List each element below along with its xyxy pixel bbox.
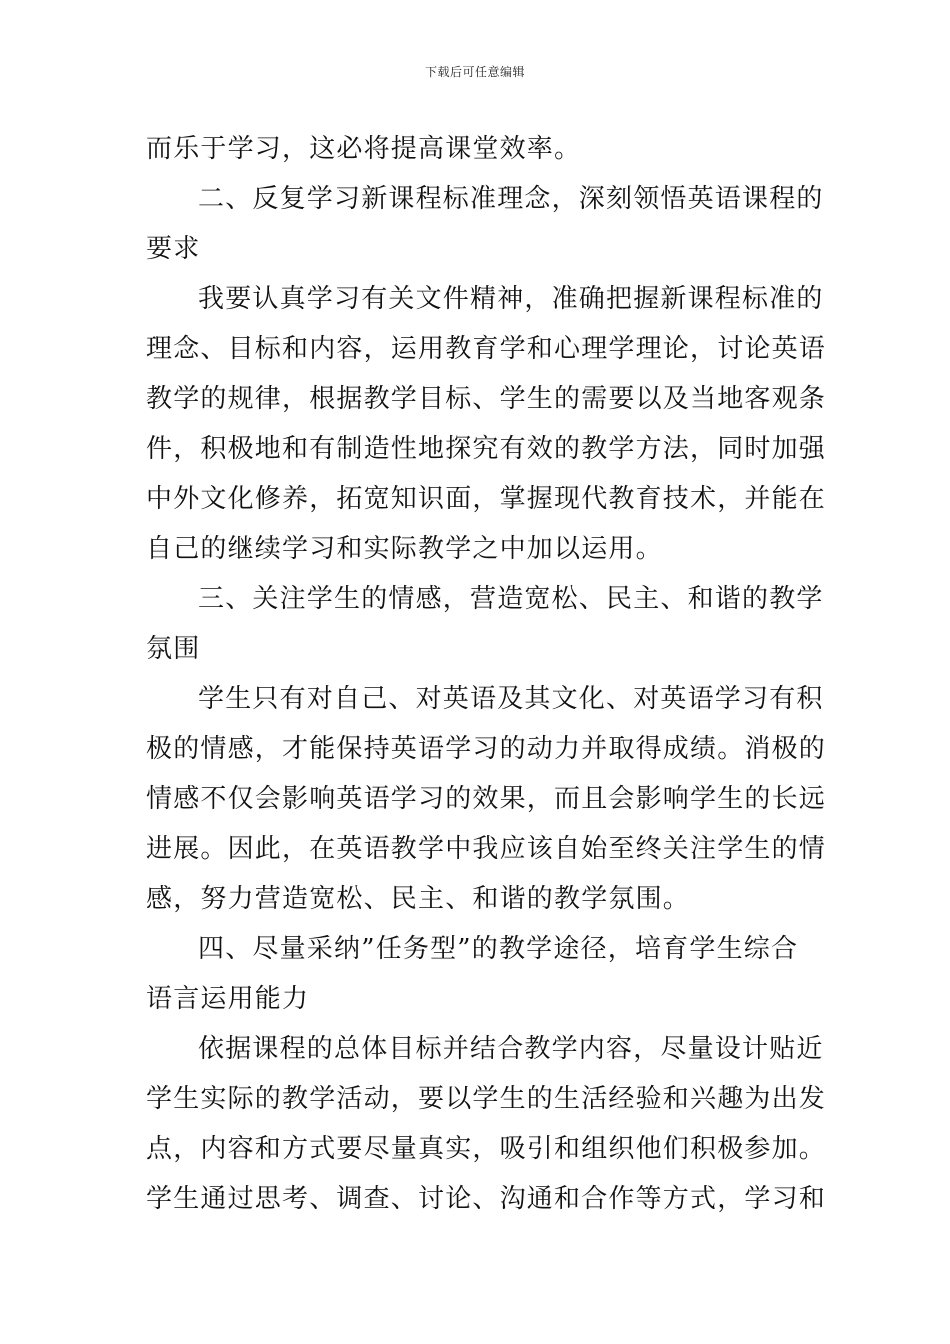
text-line: 情感不仅会影响英语学习的效果，而且会影响学生的长远 [146,784,827,814]
paragraph-first-line: 学生只有对自己、对英语及其文化、对英语学习有积 [198,684,824,714]
page-header-note: 下载后可任意编辑 [424,65,525,79]
text-line: 件，积极地和有制造性地探究有效的教学方法，同时加强 [146,434,827,464]
section-heading-line: 四、尽量采纳”任务型”的教学途径，培育学生综合 [198,934,799,964]
text-line: 点，内容和方式要尽量真实，吸引和组织他们积极参加。 [146,1134,827,1164]
text-line: 中外文化修养，拓宽知识面，掌握现代教育技术，并能在 [146,484,827,514]
paragraph-first-line: 依据课程的总体目标并结合教学内容，尽量设计贴近 [198,1034,824,1064]
section-heading-line: 语言运用能力 [146,984,310,1014]
text-line: 进展。因此，在英语教学中我应该自始至终关注学生的情 [146,834,827,864]
text-line: 而乐于学习，这必将提高课堂效率。 [146,134,582,164]
section-heading-line: 要求 [146,234,201,264]
text-line: 学生实际的教学活动，要以学生的生活经验和兴趣为出发 [146,1084,827,1114]
document-body [146,124,827,1224]
text-line: 学生通过思考、调查、讨论、沟通和合作等方式，学习和 [146,1184,827,1214]
text-line: 感，努力营造宽松、民主、和谐的教学氛围。 [146,884,691,914]
text-line: 极的情感，才能保持英语学习的动力并取得成绩。消极的 [146,734,827,764]
text-line: 理念、目标和内容，运用教育学和心理学理论，讨论英语 [146,334,827,364]
text-line: 教学的规律，根据教学目标、学生的需要以及当地客观条 [146,384,827,414]
section-heading-line: 二、反复学习新课程标准理念，深刻领悟英语课程的 [198,184,824,214]
section-heading-line: 三、关注学生的情感，营造宽松、民主、和谐的教学 [198,584,824,614]
section-heading-line: 氛围 [146,634,201,664]
paragraph-first-line: 我要认真学习有关文件精神，准确把握新课程标准的 [198,284,824,314]
text-line: 自己的继续学习和实际教学之中加以运用。 [146,534,663,564]
